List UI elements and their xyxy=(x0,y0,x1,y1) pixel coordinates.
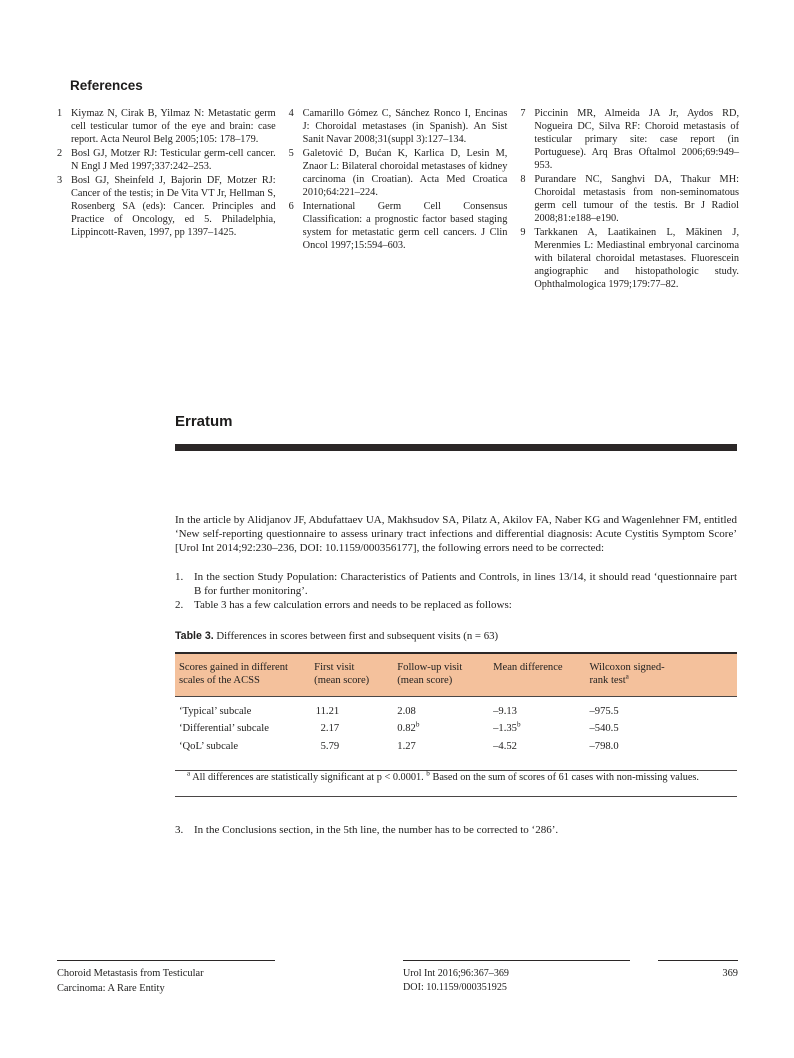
cell-wilcoxon: –540.5 xyxy=(589,723,619,735)
reference-item xyxy=(520,108,739,173)
reference-text: Bosl GJ, Motzer RJ: Testicular germ-cell cancer. N Engl J Med 1997;337:242–253. xyxy=(71,147,276,172)
footer-running-title: Choroid Metastasis from Testicular Carcinoma: A Rare Entity xyxy=(57,960,275,997)
footer-citation xyxy=(403,960,630,996)
reference-text: International Germ Cell Consensus Classification: a prognostic factor based staging system for metastatic germ cell cancers. J Clin Oncol 1997;15:594–603. xyxy=(302,200,508,251)
page-number: 369 xyxy=(658,960,738,982)
footer-journal-ref: Urol Int 2016;96:367–369 xyxy=(403,968,509,979)
reference-item xyxy=(57,108,276,147)
table-footnote: $^a$ All differences are statistically significant at p < 0.0001. $^b$ Based on the sum of scores of 61 cases with non-missing values. xyxy=(175,770,737,798)
correction-item-1 xyxy=(175,571,737,599)
row-label: ‘QoL’ subcale xyxy=(179,740,239,752)
reference-number: 1 xyxy=(57,108,63,119)
correction-number: 2. xyxy=(175,598,184,611)
table-row xyxy=(179,720,733,737)
erratum-heading: Erratum xyxy=(175,413,233,430)
footer-doi: DOI: 10.1159/000351925 xyxy=(403,982,507,994)
cell-first-visit: 11.21 xyxy=(315,706,340,718)
correction-text: In the section Study Population: Characteristics of Patients and Controls, in lines 13/14, it should read ‘questionnaire part B for further monitoring’. xyxy=(194,570,737,597)
references-section xyxy=(57,78,739,293)
erratum-intro-paragraph: In the article by Alidjanov JF, Abdufattaev UA, Makhsudov SA, Pilatz A, Akilov FA, Naber KG and Wagenlehner FM, entitled ‘New self-reporting questionnaire to assess urinary tract infections and differential diagnosis: Acute Cystitis Symptom Score’ [Urol Int 2014;92:230–236, DOI: 10.1159/000356177], the following errors need to be corrected: xyxy=(175,514,737,554)
cell-mean-difference: –4.52 xyxy=(493,740,517,752)
table-header-cell: Scores gained in different scales of the ACSS xyxy=(179,661,288,686)
row-label: ‘Differential’ subcale xyxy=(179,723,269,735)
correction-number: 1. xyxy=(175,570,184,583)
references-column-2 xyxy=(289,108,508,293)
cell-followup-visit: 0.82$^b$ xyxy=(397,720,420,735)
correction-item-3 xyxy=(175,824,737,838)
reference-number: 8 xyxy=(520,173,526,185)
reference-item xyxy=(289,148,508,200)
correction-number: 3. xyxy=(175,824,184,837)
reference-number: 7 xyxy=(520,108,526,119)
references-columns xyxy=(57,108,739,293)
reference-number: 6 xyxy=(288,200,294,212)
reference-number: 5 xyxy=(288,147,294,159)
reference-number: 3 xyxy=(57,174,63,186)
correction-text: In the Conclusions section, in the 5th line, the number has to be corrected to ‘286’. xyxy=(194,824,559,837)
reference-text: Camarillo Gómez C, Sánchez Ronco I, Encinas J: Choroidal metastases (in Spanish). An Sist Sanit Navar 2008;31(suppl 3):127–134. xyxy=(302,108,508,145)
reference-item xyxy=(57,148,276,174)
reference-text: Piccinin MR, Almeida JA Jr, Aydos RD, Nogueira DC, Silva RF: Choroid metastasis of testicular primary site: case report (in Portuguese). Arq Bras Oftalmol 2006;69:949–953. xyxy=(534,108,740,171)
references-column-1 xyxy=(57,108,276,293)
table-header-cell: Mean difference xyxy=(493,661,563,673)
reference-item xyxy=(289,108,508,147)
references-heading: References xyxy=(70,78,143,93)
cell-followup-visit: 2.08 xyxy=(397,706,416,718)
erratum-title-rule xyxy=(175,444,737,451)
cell-mean-difference: –1.35$^b$ xyxy=(493,720,521,735)
reference-number: 9 xyxy=(520,226,526,238)
reference-text: Kiymaz N, Cirak B, Yilmaz N: Metastatic germ cell testicular tumor of the eye and brain: case report. Acta Neurol Belg 2005;105: 178–179. xyxy=(71,108,276,145)
reference-item xyxy=(289,201,508,253)
references-column-3 xyxy=(520,108,739,293)
table-header-row xyxy=(175,652,737,697)
table-caption-label: Table 3. xyxy=(175,629,214,642)
data-table xyxy=(175,652,737,798)
reference-number: 4 xyxy=(288,108,294,119)
table-header-cell: Follow-up visit (mean score) xyxy=(397,661,463,686)
reference-number: 2 xyxy=(57,147,63,159)
reference-item xyxy=(520,227,739,292)
table-row xyxy=(179,703,733,720)
table-header-cell: Wilcoxon signed- rank test$^a$ xyxy=(589,661,665,686)
cell-followup-visit: 1.27 xyxy=(397,740,416,752)
cell-wilcoxon: –975.5 xyxy=(589,706,619,718)
cell-mean-difference: –9.13 xyxy=(493,706,517,718)
correction-list xyxy=(175,571,737,613)
erratum-section xyxy=(175,413,737,838)
table-caption-text: Differences in scores between first and subsequent visits (n = 63) xyxy=(213,629,499,642)
reference-text: Tarkkanen A, Laatikainen L, Mäkinen J, Merenmies L: Mediastinal embryonal carcinoma with bilateral choroidal metastases. Fluorescein angiographic and histopathologic study. Ophthalmologica 1979;179:77–82. xyxy=(534,226,740,290)
reference-text: Galetović D, Bućan K, Karlica D, Lesin M, Znaor L: Bilateral choroidal metastases of kidney carcinoma (in Croatian). Acta Med Croatica 2010;64:221–224. xyxy=(302,147,508,198)
cell-first-visit: 2.17 xyxy=(320,723,340,735)
reference-text: Bosl GJ, Sheinfeld J, Bajorin DF, Motzer RJ: Cancer of the testis; in De Vita VT Jr, Hellman S, Rosenberg SA (eds): Cancer. Principles and Practice of Oncology, ed 5. Philadelphia, Lippincott-Raven, 1997, pp 1397–1425. xyxy=(71,174,276,238)
table-header-cell: First visit (mean score) xyxy=(314,661,370,686)
table-row xyxy=(179,738,733,755)
reference-item xyxy=(520,174,739,226)
row-label: ‘Typical’ subcale xyxy=(179,706,252,718)
table-caption xyxy=(175,629,737,644)
correction-text: Table 3 has a few calculation errors and needs to be replaced as follows: xyxy=(194,598,512,611)
cell-wilcoxon: –798.0 xyxy=(589,740,619,752)
table-body xyxy=(175,696,737,762)
correction-item-2 xyxy=(175,599,737,613)
reference-item xyxy=(57,175,276,240)
reference-text: Purandare NC, Sanghvi DA, Thakur MH: Choroidal metastasis from non-seminomatous germ cell tumour of the testis. Br J Radiol 2008;81:e188–e190. xyxy=(534,173,740,224)
cell-first-visit: 5.79 xyxy=(320,740,340,752)
